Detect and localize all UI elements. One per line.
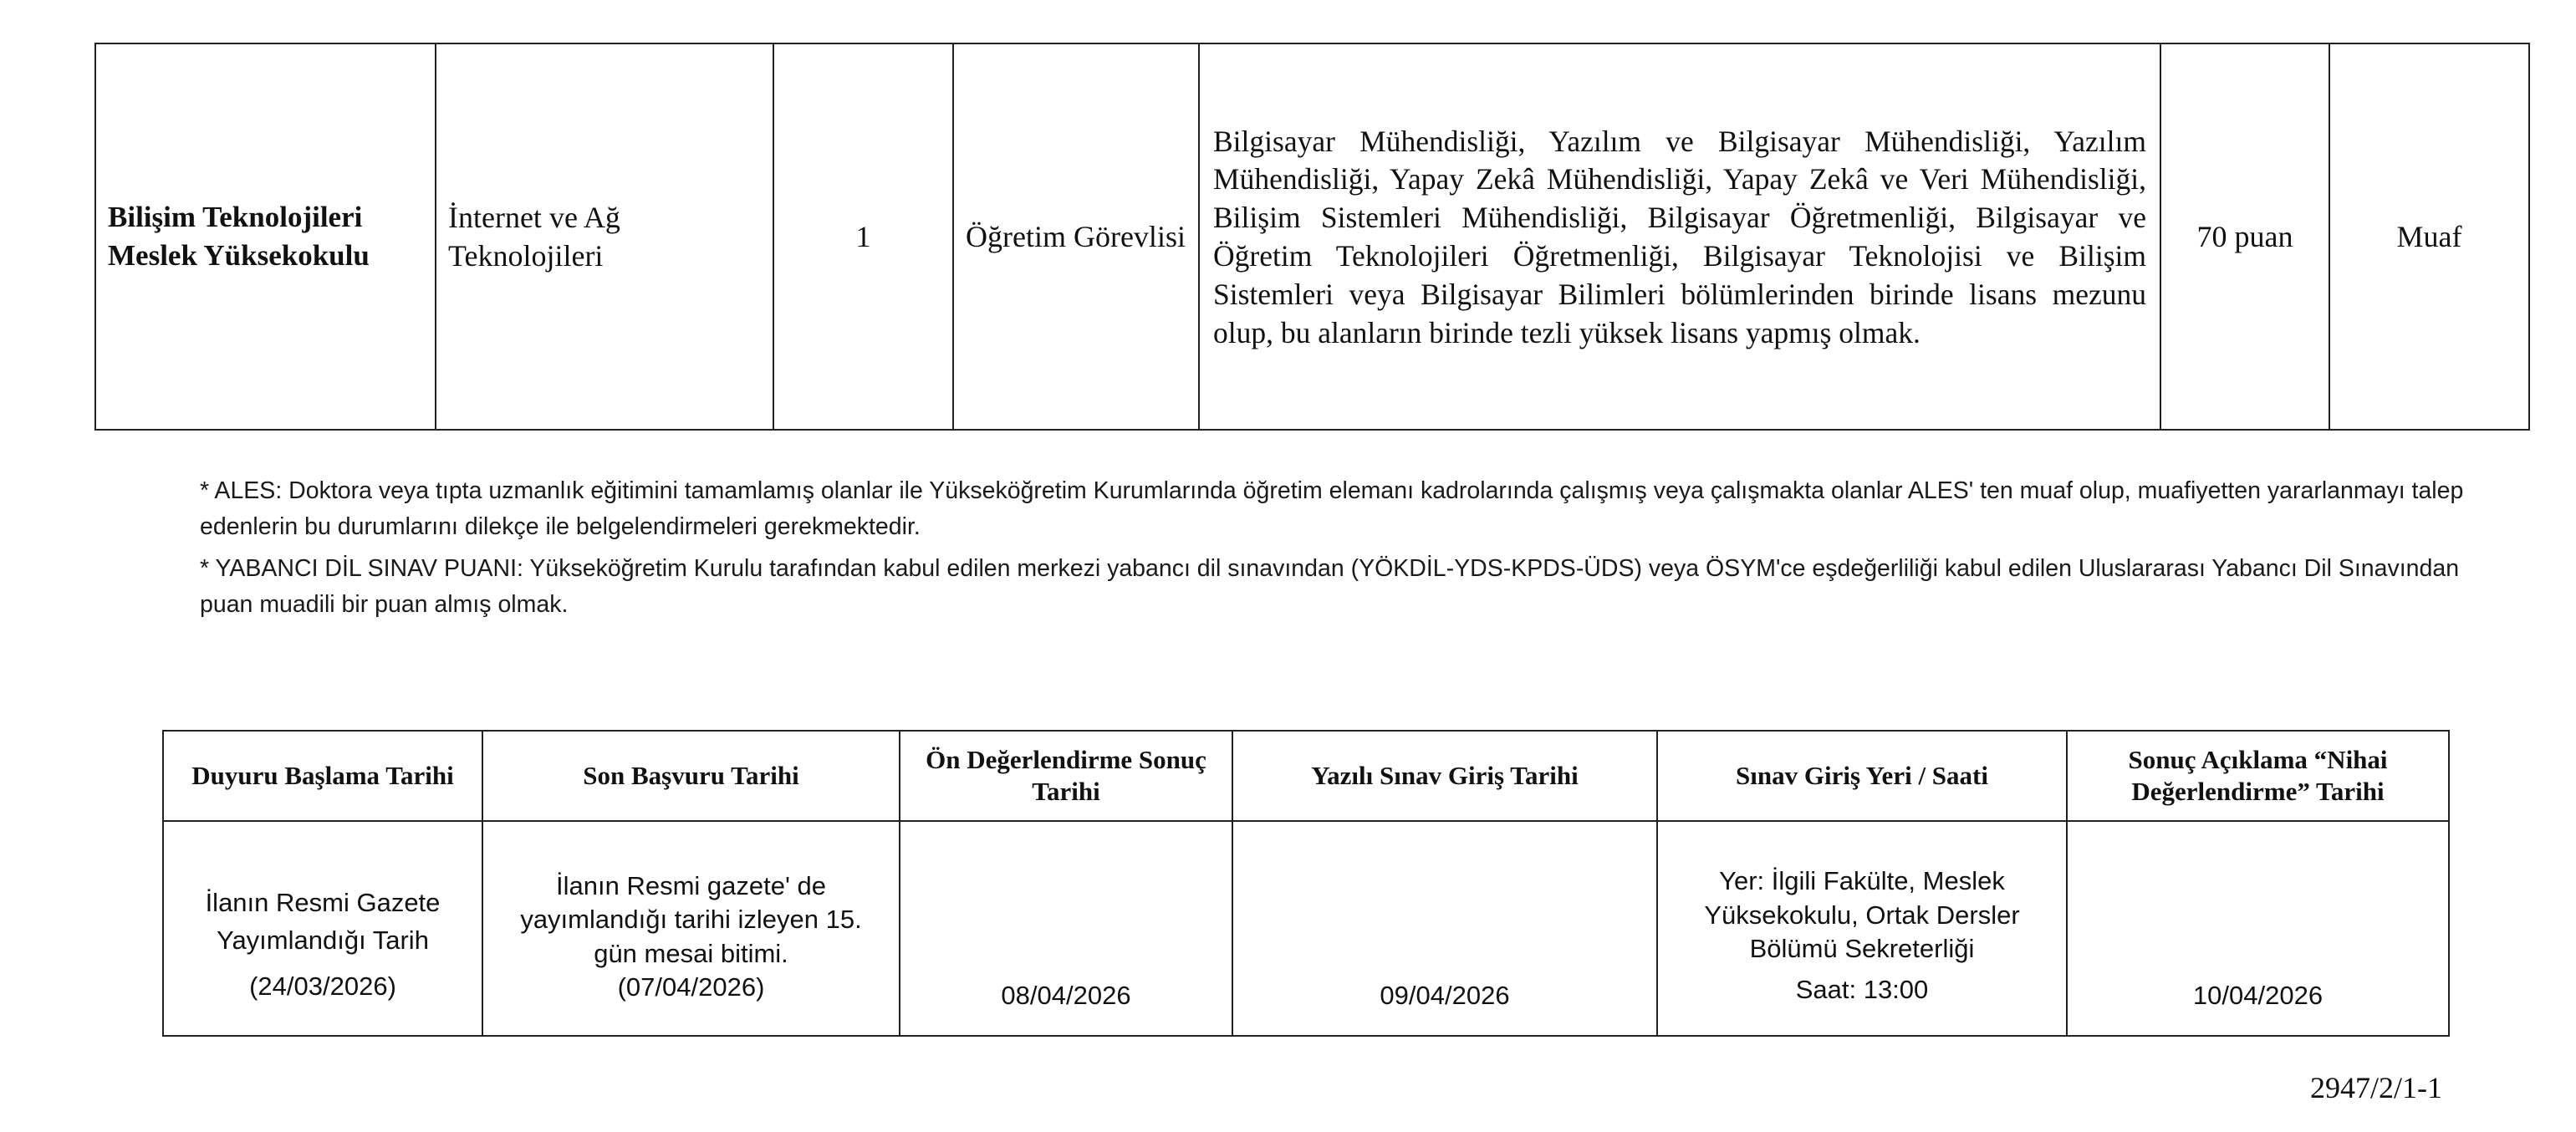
announcement-text: İlanın Resmi Gazete Yayımlandığı Tarih: [205, 888, 441, 956]
header-place: Sınav Giriş Yeri / Saati: [1657, 731, 2067, 821]
place-time: Saat: 13:00: [1795, 975, 1929, 1005]
place-text: Yer: İlgili Fakülte, Meslek Yüksekokulu, Ortak Dersler Bölümü Sekreterliği: [1704, 865, 2020, 964]
department-cell: İnternet ve Ağ Teknolojileri: [436, 43, 773, 430]
notes: [200, 473, 2474, 628]
dates-table: [162, 730, 2450, 1037]
announcement-cell: [163, 821, 482, 1036]
place-cell: [1657, 821, 2067, 1036]
position-table: [94, 43, 2530, 431]
header-exam-date: Yazılı Sınav Giriş Tarihi: [1232, 731, 1657, 821]
document-number: 2947/2/1-1: [2310, 1071, 2442, 1104]
title-cell: Öğretim Görevlisi: [953, 43, 1199, 430]
header-announcement: Duyuru Başlama Tarihi: [163, 731, 482, 821]
deadline-cell: [482, 821, 900, 1036]
deadline-date: (07/04/2026): [617, 971, 765, 1002]
language-note: * YABANCI DİL SINAV PUANI: Yükseköğretim Kurulu tarafından kabul edilen merkezi yabancı dil sınavından (YÖKDİL-YDS-KPDS-ÜDS) veya ÖSYM'ce eşdeğerliliği kabul edilen Uluslararası Yabancı Dil Sınavından puan muadili bir puan almış olmak.: [200, 554, 2460, 618]
requirements-cell: Bilgisayar Mühendisliği, Yazılım ve Bilgisayar Mühendisliği, Yazılım Mühendisliği, Yapay Zekâ Mühendisliği, Yapay Zekâ ve Veri Mühendisliği, Bilişim Sistemleri Mühendisliği, Bilgisayar Öğretmenliği, Bilgisayar ve Öğretim Teknolojileri Öğretmenliği, Bilgisayar Teknolojisi ve Bilişim Sistemleri veya Bilgisayar Bilimleri bölümlerinden birinde lisans mezunu olup, bu alanların birinde tezli yüksek lisans yapmış olmak.: [1199, 43, 2160, 430]
result-date-cell: 10/04/2026: [2067, 821, 2449, 1036]
count-cell: 1: [773, 43, 953, 430]
ales-cell: 70 puan: [2160, 43, 2329, 430]
prelim-date-cell: 08/04/2026: [900, 821, 1232, 1036]
deadline-text: İlanın Resmi gazete' de yayımlandığı tarihi izleyen 15. gün mesai bitimi.: [520, 870, 862, 968]
exam-date-cell: 09/04/2026: [1232, 821, 1657, 1036]
announcement-date: (24/03/2026): [249, 971, 396, 1001]
header-deadline: Son Başvuru Tarihi: [482, 731, 900, 821]
language-cell: Muaf: [2329, 43, 2529, 430]
dates-row: [163, 821, 2449, 1036]
ales-note: * ALES: Doktora veya tıpta uzmanlık eğitimini tamamlamış olanlar ile Yükseköğretim Kurumlarında öğretim elemanı kadrolarında çalışmış veya çalışmakta olanlar ALES' ten muaf olup, muafiyetten yararlanmayı talep edenlerin bu durumlarını dilekçe ile belgelendirmeleri gerekmektedir.: [200, 477, 2464, 541]
dates-header-row: [163, 731, 2449, 821]
header-prelim: Ön Değerlendirme Sonuç Tarihi: [900, 731, 1232, 821]
unit-cell: Bilişim Teknolojileri Meslek Yüksekokulu: [95, 43, 436, 430]
position-row: [95, 43, 2529, 430]
header-result: Sonuç Açıklama “Nihai Değerlendirme” Tarihi: [2067, 731, 2449, 821]
